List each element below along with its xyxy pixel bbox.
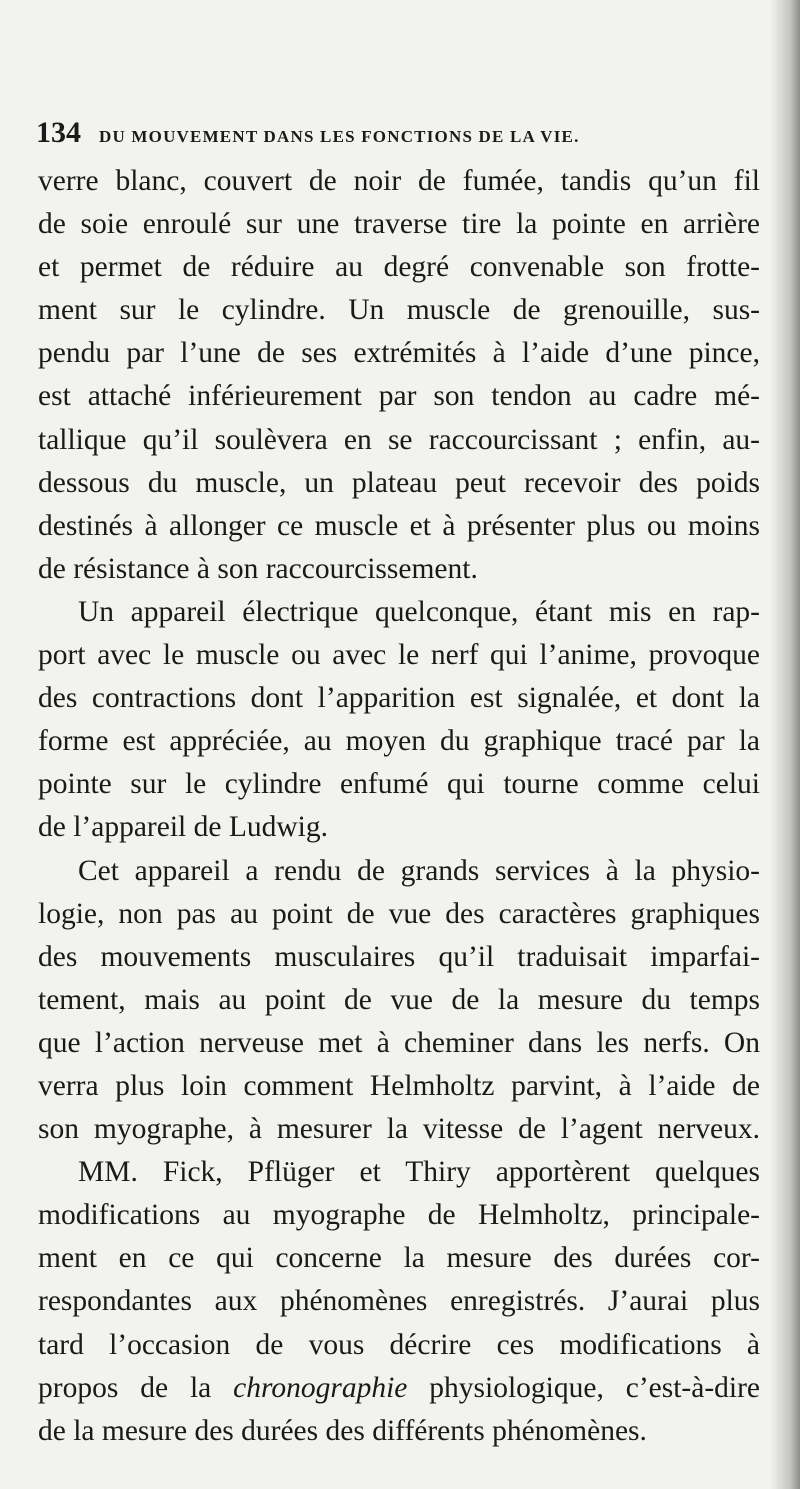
- text-line: son myographe, à mesurer la vitesse de l’agent nerveux.: [38, 1113, 760, 1146]
- page-header: [36, 116, 716, 149]
- text-line: tement, mais au point de vue de la mesure du temps: [38, 983, 760, 1016]
- text-line: est attaché inférieurement par son tendon au cadre mé-: [38, 380, 760, 413]
- text-line: Cet appareil a rendu de grands services à la physio-: [78, 854, 760, 887]
- text-line: pointe sur le cylindre enfumé qui tourne comme celui: [38, 768, 760, 801]
- text-line: port avec le muscle ou avec le nerf qui l’anime, provoque: [38, 639, 760, 672]
- text-line: des contractions dont l’apparition est signalée, et dont la: [38, 682, 760, 715]
- text-line: des mouvements musculaires qu’il traduisait imparfai-: [38, 940, 760, 973]
- italic-term: chronographie: [233, 1371, 408, 1404]
- text-line: logie, non pas au point de vue des caractères graphiques: [38, 897, 760, 930]
- body-text: [38, 160, 760, 1453]
- text-line: de résistance à son raccourcissement.: [38, 552, 478, 585]
- text-line: ment en ce qui concerne la mesure des durées cor-: [38, 1242, 760, 1275]
- text-line: de la mesure des durées des différents phénomènes.: [38, 1414, 647, 1447]
- paragraph: [38, 591, 760, 850]
- text-line: respondantes aux phénomènes enregistrés. J’aurai plus: [38, 1285, 760, 1318]
- paragraph: [38, 1151, 760, 1453]
- text-line: verra plus loin comment Helmholtz parvint, à l’aide de: [38, 1069, 760, 1102]
- text-line: Un appareil électrique quelconque, étant mis en rap-: [78, 595, 760, 628]
- text-line: pendu par l’une de ses extrémités à l’aide d’une pince,: [38, 337, 760, 370]
- text-line: de soie enroulé sur une traverse tire la pointe en arrière: [38, 208, 760, 241]
- text-fragment: propos de la: [38, 1371, 234, 1404]
- paragraph: [38, 850, 760, 1152]
- text-line: dessous du muscle, un plateau peut recevoir des poids: [38, 466, 760, 499]
- text-line: verre blanc, couvert de noir de fumée, tandis qu’un fil: [38, 165, 760, 197]
- text-line: tallique qu’il soulèvera en se raccourcissant ; enfin, au-: [38, 423, 760, 456]
- page-number: 134: [36, 116, 81, 149]
- text-line: destinés à allonger ce muscle et à présenter plus ou moins: [38, 509, 760, 542]
- text-fragment: physiologique, c’est-à-dire: [407, 1371, 761, 1404]
- text-line: que l’action nerveuse met à cheminer dans les nerfs. On: [38, 1026, 760, 1059]
- text-line-with-italic: [38, 1367, 760, 1410]
- text-line: de l’appareil de Ludwig.: [38, 811, 328, 844]
- text-line: et permet de réduire au degré convenable son frotte-: [38, 251, 760, 284]
- text-line: ment sur le cylindre. Un muscle de grenouille, sus-: [38, 294, 760, 327]
- text-line: MM. Fick, Pflüger et Thiry apportèrent quelques: [78, 1156, 760, 1189]
- running-head: DU MOUVEMENT DANS LES FONCTIONS DE LA VIE.: [99, 127, 580, 146]
- text-line: tard l’occasion de vous décrire ces modifications à: [38, 1328, 760, 1361]
- text-line: modifications au myographe de Helmholtz, principale-: [38, 1199, 760, 1232]
- text-line: forme est appréciée, au moyen du graphique tracé par la: [38, 725, 760, 758]
- paragraph: [38, 160, 760, 591]
